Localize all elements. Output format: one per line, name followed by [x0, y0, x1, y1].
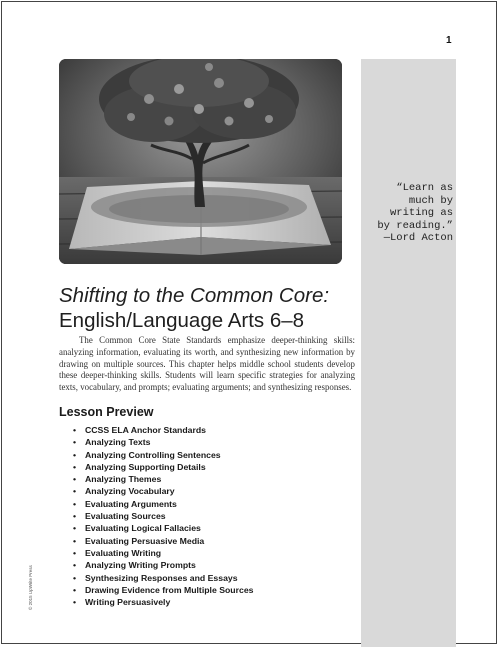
bullet-icon: • — [73, 560, 77, 571]
bullet-icon: • — [73, 498, 77, 509]
quote-line: “Learn as — [396, 182, 453, 194]
bullet-icon: • — [73, 572, 77, 583]
tree-book-illustration — [59, 59, 342, 264]
list-item-label: Evaluating Logical Fallacies — [85, 523, 201, 534]
quote-line: much by — [408, 194, 453, 207]
list-item-label: Analyzing Writing Prompts — [85, 560, 196, 571]
list-item-label: Evaluating Arguments — [85, 498, 177, 509]
list-item-label: Evaluating Writing — [85, 547, 162, 558]
list-item — [73, 559, 253, 571]
list-item-label: Writing Persuasively — [85, 597, 171, 608]
list-item — [73, 522, 253, 534]
list-item — [73, 473, 253, 485]
bullet-icon: • — [73, 461, 77, 472]
list-item — [73, 572, 253, 584]
list-item — [73, 436, 253, 448]
bullet-icon: • — [73, 437, 77, 448]
bullet-icon: • — [73, 449, 77, 460]
list-item — [73, 449, 253, 461]
title-line-2: English/Language Arts 6–8 — [59, 309, 305, 332]
bullet-icon: • — [73, 511, 77, 522]
list-item-label: Evaluating Sources — [85, 511, 166, 522]
copyright-notice: © 2015 UpWrite Press — [28, 565, 33, 610]
quote-line: by reading.” — [377, 219, 453, 232]
list-item — [73, 461, 253, 473]
list-item — [73, 498, 253, 510]
list-item-label: Analyzing Vocabulary — [85, 486, 175, 497]
page-number: 1 — [446, 35, 452, 46]
list-item-label: CCSS ELA Anchor Standards — [85, 425, 206, 435]
list-item — [73, 424, 253, 436]
bullet-icon: • — [73, 486, 77, 497]
tree-book-svg — [59, 59, 342, 264]
quote-attribution: —Lord Acton — [383, 232, 453, 244]
list-item-label: Drawing Evidence from Multiple Sources — [85, 584, 254, 595]
sidebar-panel — [361, 59, 456, 647]
list-item — [73, 485, 253, 497]
list-item — [73, 547, 253, 559]
lesson-preview-heading: Lesson Preview — [59, 405, 154, 419]
title-line-1: Shifting to the Common Core: — [59, 284, 330, 307]
bullet-icon: • — [73, 547, 77, 558]
bullet-icon: • — [73, 425, 77, 435]
bullet-icon: • — [73, 474, 77, 485]
list-item — [73, 584, 253, 596]
quote-line: writing as — [389, 207, 453, 219]
list-item-label: Analyzing Controlling Sentences — [85, 449, 221, 460]
bullet-icon: • — [73, 523, 77, 534]
chapter-title — [59, 283, 359, 333]
list-item — [73, 596, 253, 608]
list-item-label: Analyzing Themes — [85, 474, 162, 485]
bullet-icon: • — [73, 584, 77, 595]
intro-paragraph: The Common Core State Standards emphasize deeper-thinking skills: analyzing information, evaluating its worth, and synthesizing new information by drawing on multiple sources. This chapter helps middle school students develop these deeper-thinking skills. Students will learn specific strategies for analyzing texts, vocabulary, and prompts; evaluating arguments; and synthesizing responses. — [59, 335, 355, 393]
list-item — [73, 510, 253, 522]
list-item — [73, 535, 253, 547]
list-item-label: Evaluating Persuasive Media — [85, 535, 205, 546]
list-item-label: Synthesizing Responses and Essays — [85, 572, 238, 583]
bullet-icon: • — [73, 535, 77, 546]
list-item-label: Analyzing Texts — [85, 437, 151, 448]
epigraph-quote — [361, 182, 453, 245]
lesson-preview-list — [73, 424, 253, 608]
bullet-icon: • — [73, 597, 77, 608]
list-item-label: Analyzing Supporting Details — [85, 461, 206, 472]
